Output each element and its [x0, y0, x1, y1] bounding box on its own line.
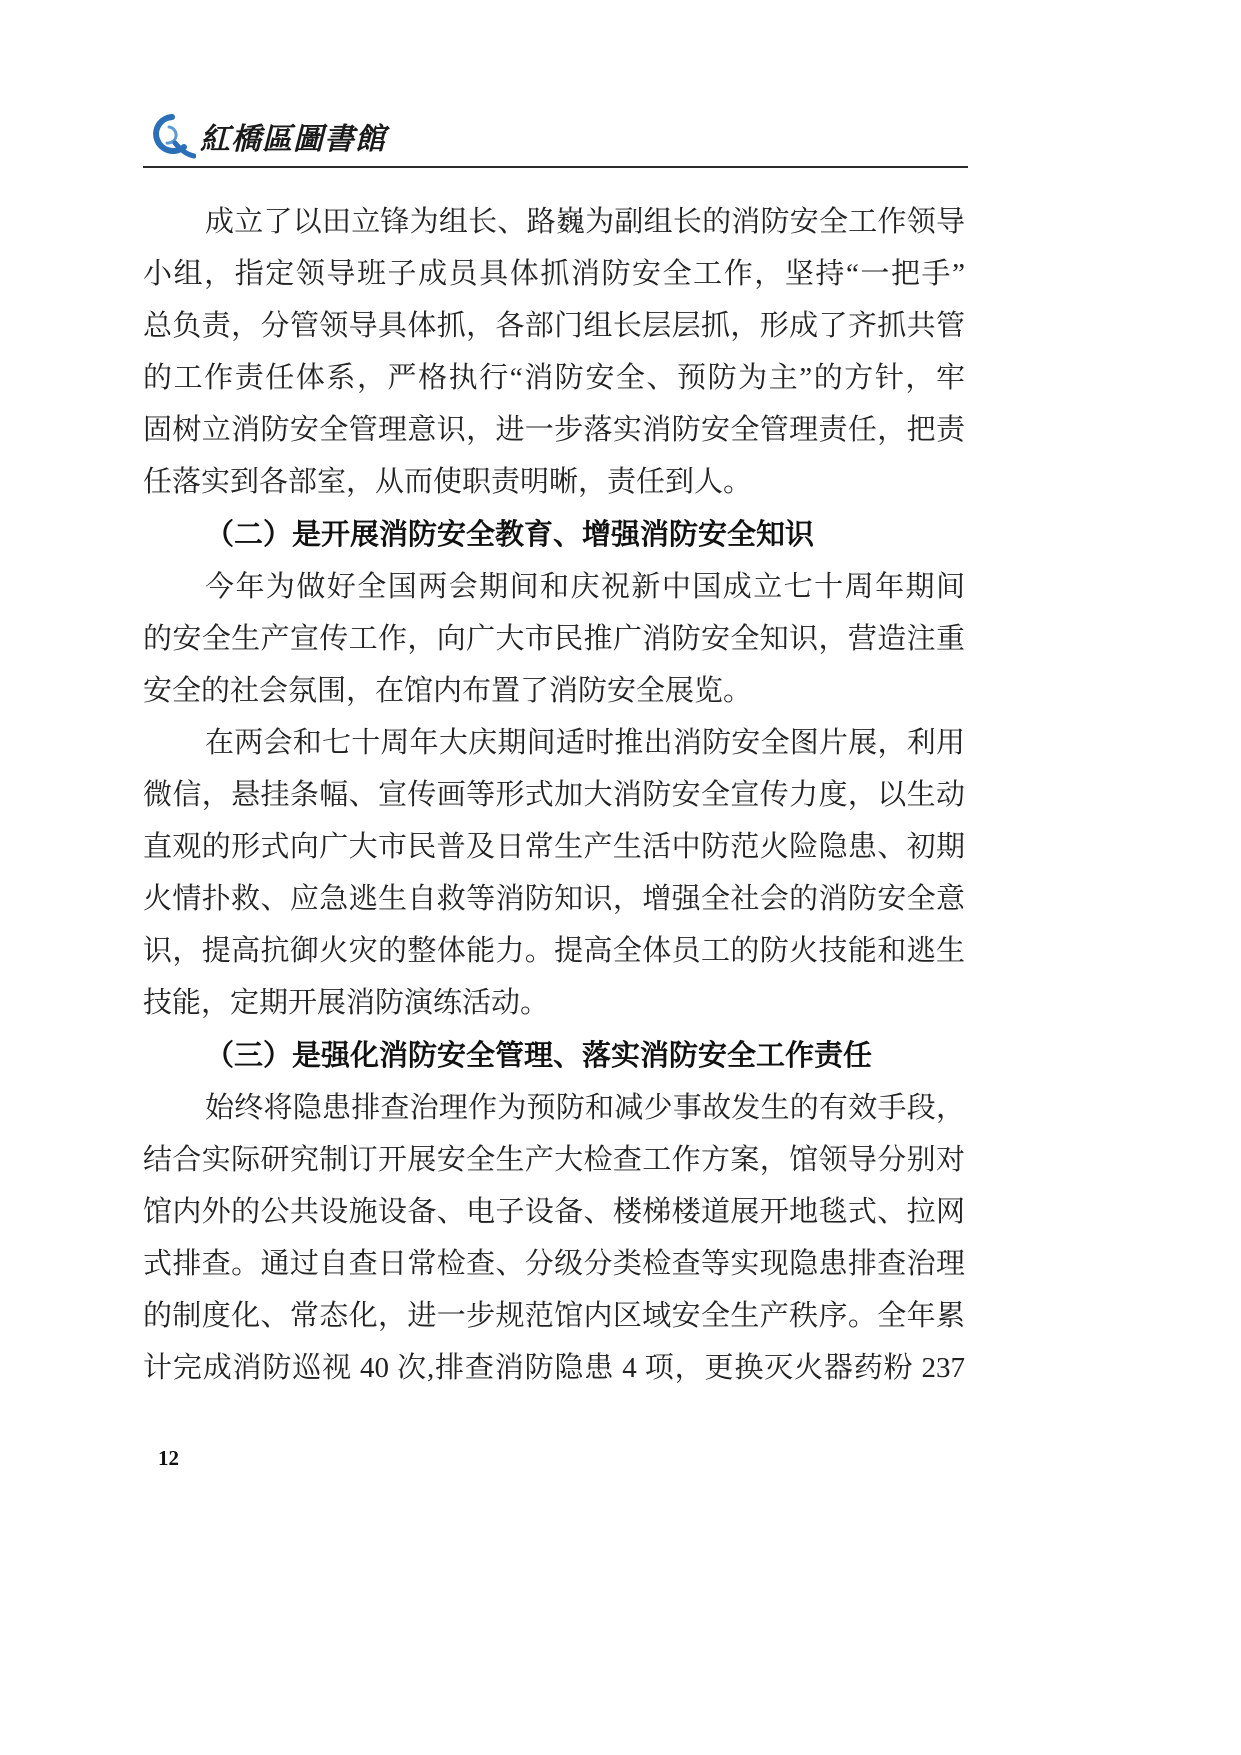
text-line: 小组，指定领导班子成员具体抓消防安全工作，坚持“一把手”: [143, 258, 965, 291]
text-line: 计完成消防巡视 40 次,排查消防隐患 4 项，更换灭火器药粉 237: [143, 1352, 965, 1385]
text-line: 的工作责任体系，严格执行“消防安全、预防为主”的方针，牢: [143, 362, 965, 395]
text-line: 总负责，分管领导具体抓，各部门组长层层抓，形成了齐抓共管: [143, 310, 965, 343]
text-line: 今年为做好全国两会期间和庆祝新中国成立七十周年期间: [205, 570, 965, 603]
library-name-logotype: 紅橋區圖書館: [200, 122, 386, 157]
text-line: 结合实际研究制订开展安全生产大检查工作方案，馆领导分别对: [143, 1143, 965, 1176]
text-line: 馆内外的公共设施设备、电子设备、楼梯楼道展开地毯式、拉网: [143, 1195, 965, 1228]
paragraph-publicity-work: [143, 561, 965, 717]
page-number: 12: [158, 1446, 179, 1470]
header-divider: [143, 166, 968, 168]
text-line: 任落实到各部室，从而使职责明晰，责任到人。: [143, 466, 753, 499]
library-logo-icon: [146, 110, 196, 162]
text-line: 的制度化、常态化，进一步规范馆内区域安全生产秩序。全年累: [143, 1299, 965, 1332]
text-line: 的安全生产宣传工作，向广大市民推广消防安全知识，营造注重: [143, 622, 965, 655]
text-line: 成立了以田立锋为组长、路巍为副组长的消防安全工作领导: [205, 206, 965, 238]
text-line: 在两会和七十周年大庆期间适时推出消防安全图片展，利用: [205, 726, 965, 759]
text-line: 识，提高抗御火灾的整体能力。提高全体员工的防火技能和逃生: [143, 935, 965, 968]
text-line: 安全的社会氛围，在馆内布置了消防安全展览。: [143, 674, 753, 707]
paragraph-hazard-inspection: [143, 1082, 965, 1395]
text-line: 始终将隐患排查治理作为预防和减少事故发生的有效手段，: [205, 1091, 965, 1124]
body-text: [143, 196, 965, 1394]
text-line: 式排查。通过自查日常检查、分级分类检查等实现隐患排查治理: [143, 1247, 965, 1280]
text-line: 技能，定期开展消防演练活动。: [143, 987, 550, 1020]
text-line: 固树立消防安全管理意识，进一步落实消防安全管理责任，把责: [143, 414, 965, 447]
section-heading-2: （二）是开展消防安全教育、增强消防安全知识: [205, 518, 815, 551]
section-heading-3: （三）是强化消防安全管理、落实消防安全工作责任: [205, 1039, 873, 1072]
text-line: 微信，悬挂条幅、宣传画等形式加大消防安全宣传力度，以生动: [143, 779, 965, 812]
text-line: 火情扑救、应急逃生自救等消防知识，增强全社会的消防安全意: [143, 883, 965, 916]
text-line: 直观的形式向广大市民普及日常生产生活中防范火险隐患、初期: [143, 831, 965, 864]
paragraph-fire-safety-leadership: [143, 196, 965, 509]
paragraph-exhibition-and-drills: [143, 717, 965, 1030]
